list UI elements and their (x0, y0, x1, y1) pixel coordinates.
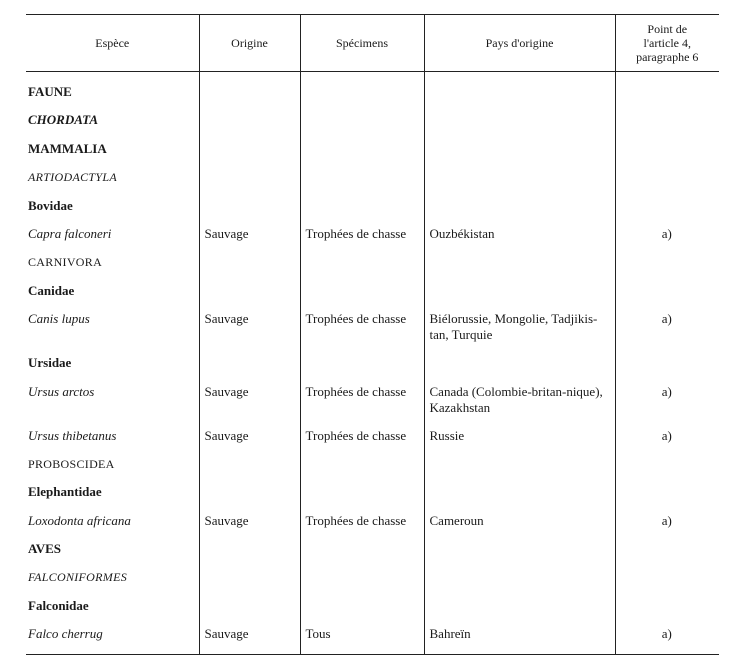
cell-country (424, 137, 615, 165)
table-row (26, 594, 719, 622)
cell-point (615, 80, 719, 108)
cell-country: Russie (424, 424, 615, 452)
cell-species: Falco cherrug (26, 622, 199, 654)
cell-country (424, 565, 615, 593)
header-country: Pays d'origine (424, 15, 615, 72)
table-row (26, 194, 719, 222)
table-row (26, 108, 719, 136)
cell-point (615, 108, 719, 136)
cell-origin: Sauvage (199, 307, 300, 351)
cell-country (424, 351, 615, 379)
cell-country (424, 194, 615, 222)
cell-species: Capra falconeri (28, 225, 112, 241)
table-row (26, 307, 719, 351)
table-row (26, 480, 719, 508)
cell-point: a) (615, 307, 719, 351)
cell-origin (199, 279, 300, 307)
cell-specimens: Trophées de chasse (300, 380, 424, 424)
table-row (26, 250, 719, 278)
cell-species: Canis lupus (28, 311, 90, 327)
cell-point: a) (615, 424, 719, 452)
cell-species: FAUNE (28, 84, 72, 99)
cell-point (615, 279, 719, 307)
cell-specimens (300, 165, 424, 193)
cell-species: Canidae (28, 282, 75, 298)
cell-point (615, 194, 719, 222)
cell-point (615, 565, 719, 593)
cell-point (615, 452, 719, 480)
cell-point: a) (615, 622, 719, 654)
cell-country (424, 80, 615, 108)
header-point-line1: Point de (647, 22, 688, 36)
cell-point: a) (615, 380, 719, 424)
header-origin: Origine (199, 15, 300, 72)
table-row (26, 424, 719, 452)
cell-species: Ursidae (28, 355, 72, 371)
cell-point (615, 480, 719, 508)
cell-point (615, 137, 719, 165)
cell-species: CARNIVORA (28, 255, 103, 270)
cell-origin (199, 351, 300, 379)
cell-species: Bovidae (28, 197, 73, 213)
cell-origin (199, 194, 300, 222)
cell-species: ARTIODACTYLA (28, 170, 117, 185)
cell-origin (199, 565, 300, 593)
cell-point (615, 537, 719, 565)
table-row (26, 165, 719, 193)
cell-species: Elephantidae (28, 484, 102, 500)
cell-point (615, 165, 719, 193)
table-row (26, 222, 719, 250)
cell-specimens (300, 80, 424, 108)
cell-specimens (300, 480, 424, 508)
table-row (26, 509, 719, 537)
cell-point: a) (615, 222, 719, 250)
cell-specimens: Tous (300, 622, 424, 654)
cell-origin: Sauvage (199, 222, 300, 250)
cell-point (615, 351, 719, 379)
cell-origin: Sauvage (199, 622, 300, 654)
cell-country (424, 279, 615, 307)
cell-country (424, 537, 615, 565)
cell-species: Loxodonta africana (28, 512, 131, 528)
table-row (26, 565, 719, 593)
table-row (26, 279, 719, 307)
table-row (26, 380, 719, 424)
cell-specimens: Trophées de chasse (300, 509, 424, 537)
header-point-line2: l'article 4, (643, 36, 691, 50)
spacer-row (26, 72, 719, 81)
cell-species: AVES (28, 541, 62, 557)
table-row (26, 80, 719, 108)
cell-origin (199, 250, 300, 278)
cell-country (424, 165, 615, 193)
cell-origin: Sauvage (199, 424, 300, 452)
cell-country: Cameroun (424, 509, 615, 537)
cell-specimens (300, 351, 424, 379)
cell-point (615, 250, 719, 278)
table-header-row (26, 15, 719, 72)
cell-point: a) (615, 509, 719, 537)
cell-country (424, 108, 615, 136)
cell-specimens (300, 565, 424, 593)
cell-origin (199, 480, 300, 508)
cell-species: MAMMALIA (28, 140, 107, 156)
cell-specimens: Trophées de chasse (300, 424, 424, 452)
table-row (26, 452, 719, 480)
header-point-line3: paragraphe 6 (636, 50, 699, 64)
cell-species: CHORDATA (28, 112, 99, 128)
cell-specimens (300, 279, 424, 307)
cell-origin (199, 594, 300, 622)
cell-country (424, 452, 615, 480)
cell-origin (199, 537, 300, 565)
cell-specimens (300, 250, 424, 278)
cell-origin (199, 80, 300, 108)
cell-origin (199, 452, 300, 480)
cell-species: Ursus thibetanus (28, 427, 117, 443)
header-point (615, 15, 719, 72)
header-species: Espèce (26, 15, 199, 72)
cell-origin: Sauvage (199, 380, 300, 424)
cell-origin (199, 108, 300, 136)
table-row (26, 537, 719, 565)
cell-specimens (300, 108, 424, 136)
cell-specimens (300, 194, 424, 222)
cell-specimens: Trophées de chasse (300, 222, 424, 250)
cell-country (424, 250, 615, 278)
cell-origin (199, 137, 300, 165)
cell-specimens (300, 594, 424, 622)
cell-species: Falconidae (28, 597, 89, 613)
cell-point (615, 594, 719, 622)
cell-specimens (300, 137, 424, 165)
species-table-container (26, 14, 719, 655)
cell-origin (199, 165, 300, 193)
cell-species: PROBOSCIDEA (28, 456, 115, 471)
cell-specimens (300, 537, 424, 565)
cell-country: Biélorussie, Mongolie, Tadjikis-tan, Turquie (424, 307, 615, 351)
cell-species: FALCONIFORMES (28, 570, 128, 585)
cell-country: Bahreïn (424, 622, 615, 654)
cell-country: Canada (Colombie-britan-nique), Kazakhstan (424, 380, 615, 424)
cell-country: Ouzbékistan (424, 222, 615, 250)
cell-country (424, 480, 615, 508)
table-row (26, 351, 719, 379)
cell-country (424, 594, 615, 622)
cell-species: Ursus arctos (28, 383, 95, 399)
table-row (26, 137, 719, 165)
cell-specimens: Trophées de chasse (300, 307, 424, 351)
cell-specimens (300, 452, 424, 480)
species-table (26, 14, 719, 655)
cell-origin: Sauvage (199, 509, 300, 537)
table-row (26, 622, 719, 654)
table-body (26, 72, 719, 655)
header-specimens: Spécimens (300, 15, 424, 72)
